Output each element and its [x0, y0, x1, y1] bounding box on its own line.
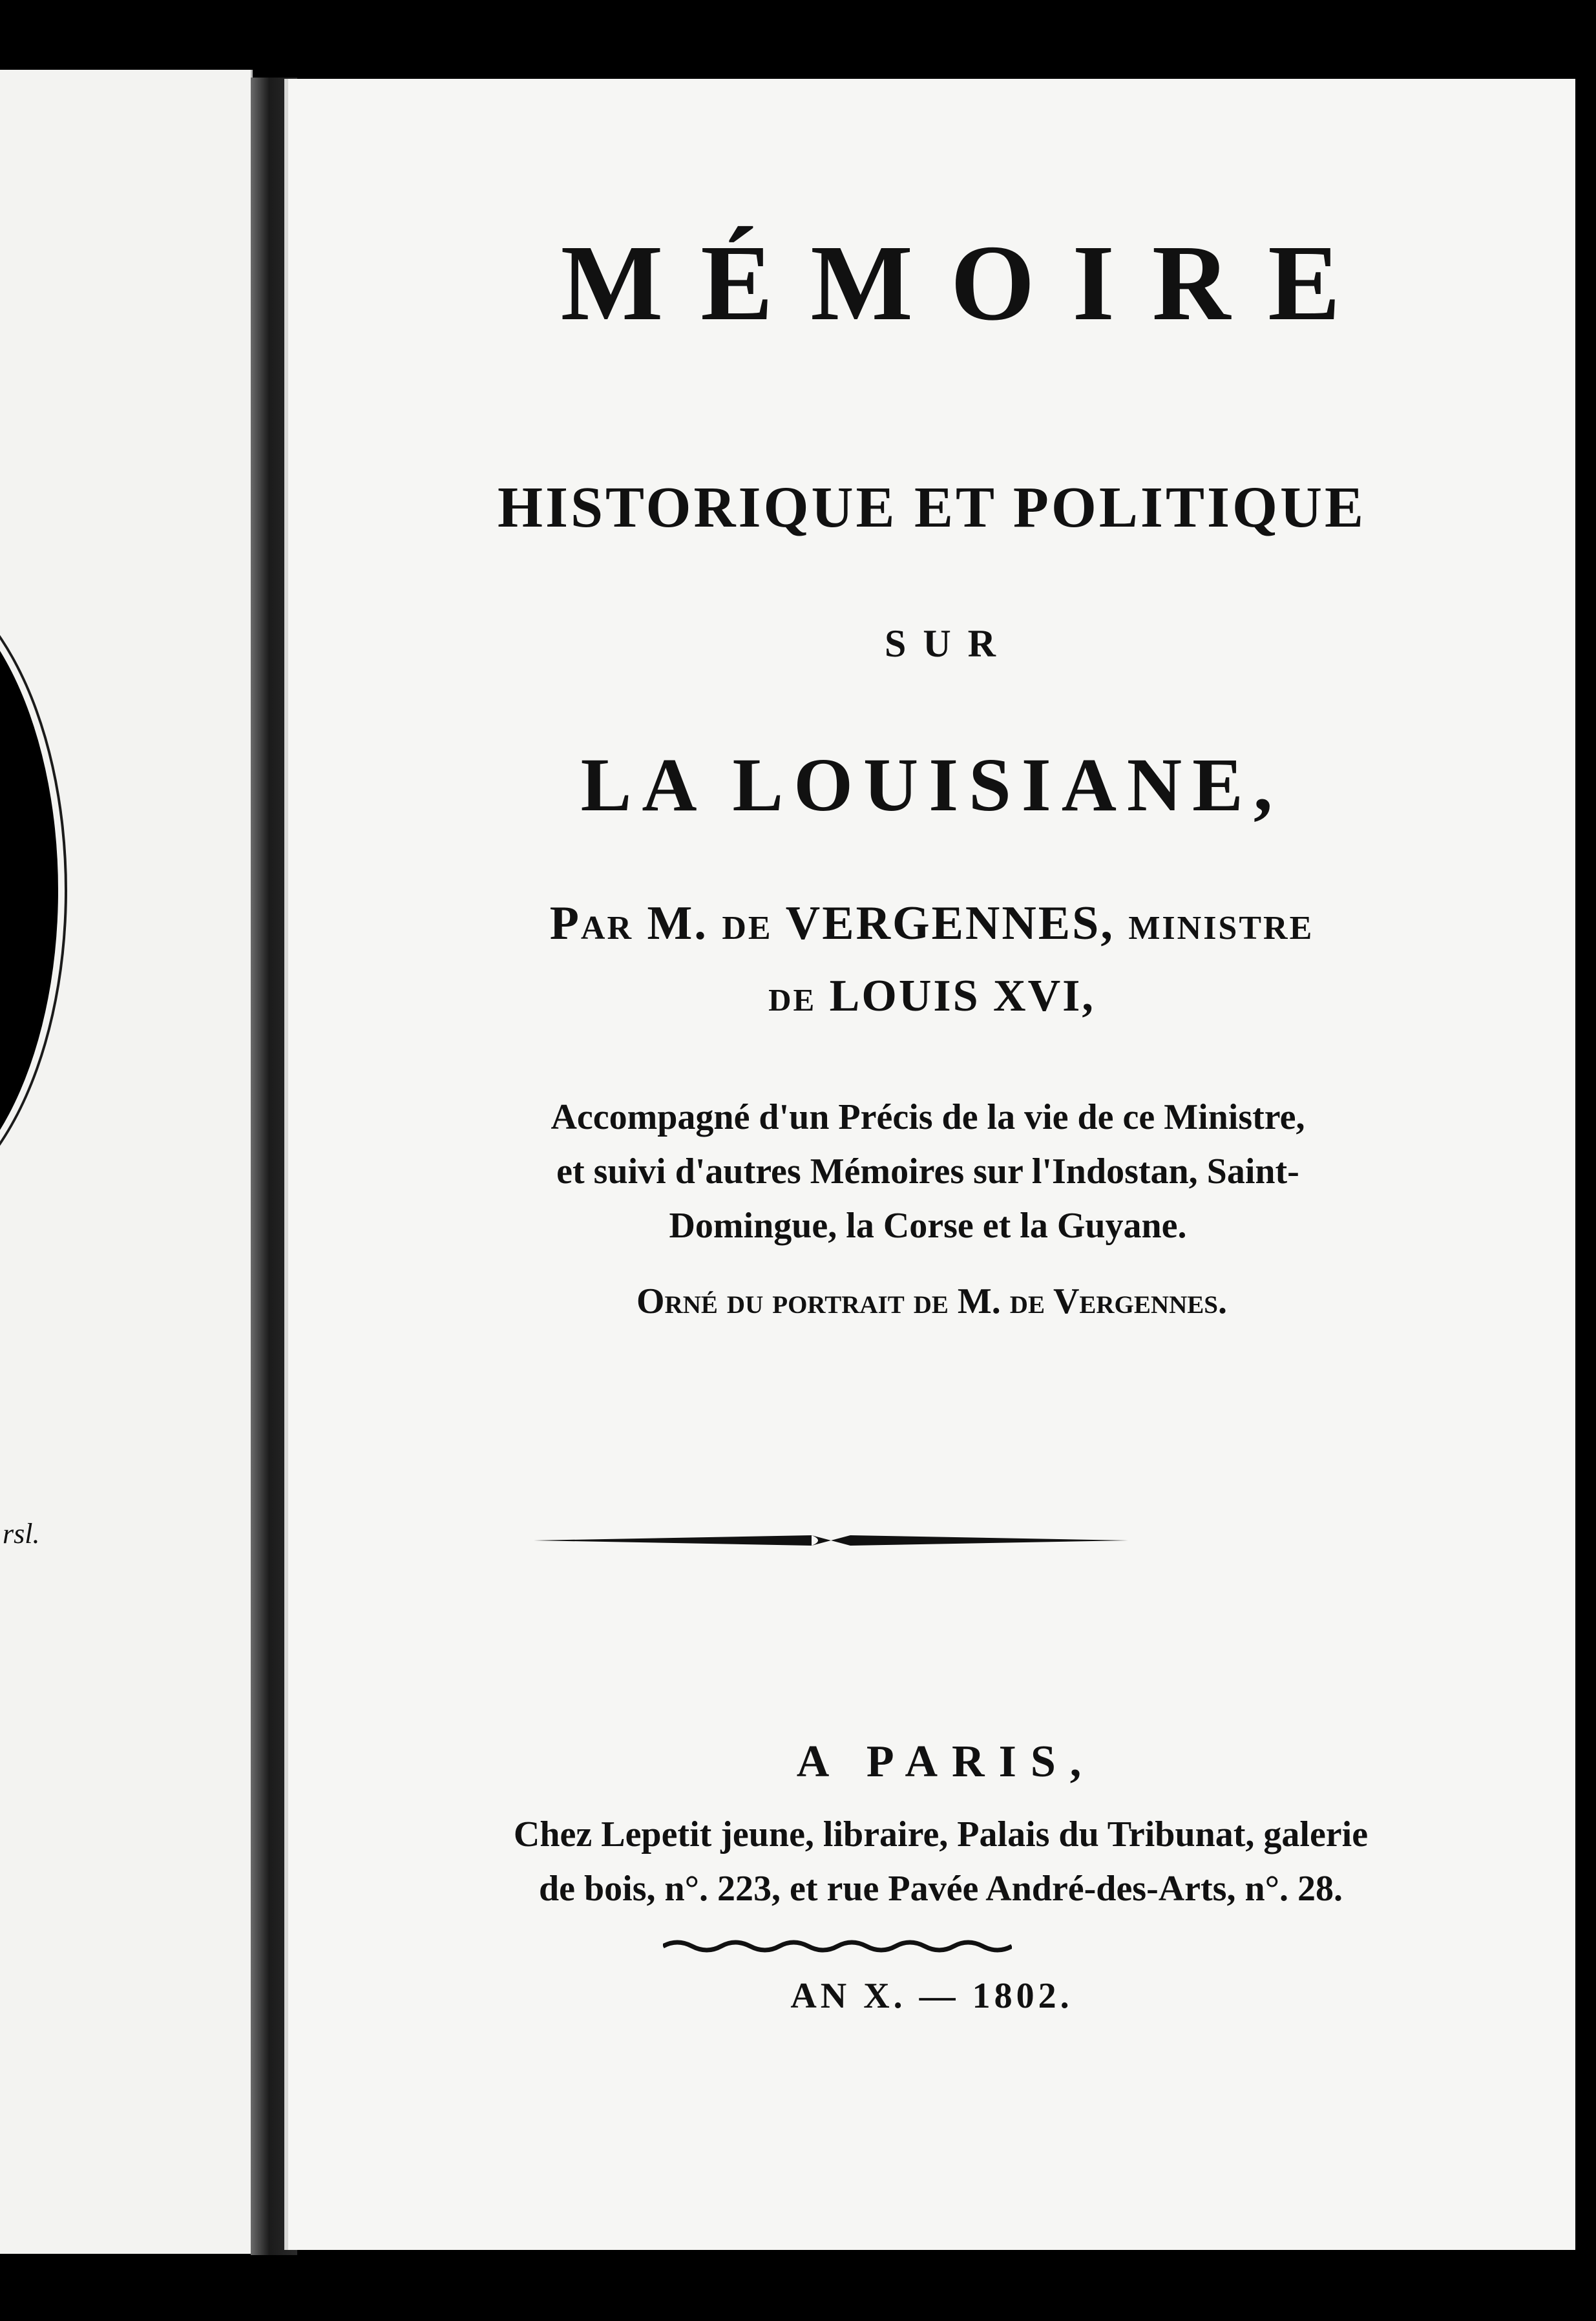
author-line-1: Par M. de VERGENNES, ministre [549, 897, 1314, 950]
subject-title: LA LOUISIANE, [580, 742, 1283, 827]
description [404, 1090, 1451, 1253]
publication-date: AN X. — 1802. [790, 1976, 1073, 2016]
description-line: Domingue, la Corse et la Guyane. [669, 1206, 1187, 1246]
description-line: et suivi d'autres Mémoires sur l'Indostan, Saint- [556, 1151, 1299, 1192]
subtitle-sur: SUR [884, 622, 1013, 665]
imprint [385, 1807, 1496, 1916]
portrait-note: Orné du portrait de M. de Vergennes. [636, 1281, 1227, 1321]
title-page [284, 79, 1575, 2250]
imprint-line: de bois, n°. 223, et rue Pavée André-des-Arts, n°. 28. [538, 1869, 1343, 1909]
divider-ornament [534, 1521, 1128, 1560]
facing-page-text: rsl. [3, 1518, 40, 1549]
author-line-2: de LOUIS XVI, [768, 971, 1095, 1021]
portrait-frame [0, 574, 58, 1207]
main-title: MÉMOIRE [560, 223, 1378, 343]
imprint-line: Chez Lepetit jeune, libraire, Palais du Tribunat, galerie [513, 1814, 1369, 1854]
subtitle: HISTORIQUE ET POLITIQUE [497, 476, 1367, 540]
wavy-rule [663, 1933, 1012, 1959]
place-of-publication: A PARIS, [796, 1737, 1096, 1787]
facing-page [0, 70, 253, 2254]
description-line: Accompagné d'un Précis de la vie de ce Ministre, [551, 1097, 1305, 1137]
